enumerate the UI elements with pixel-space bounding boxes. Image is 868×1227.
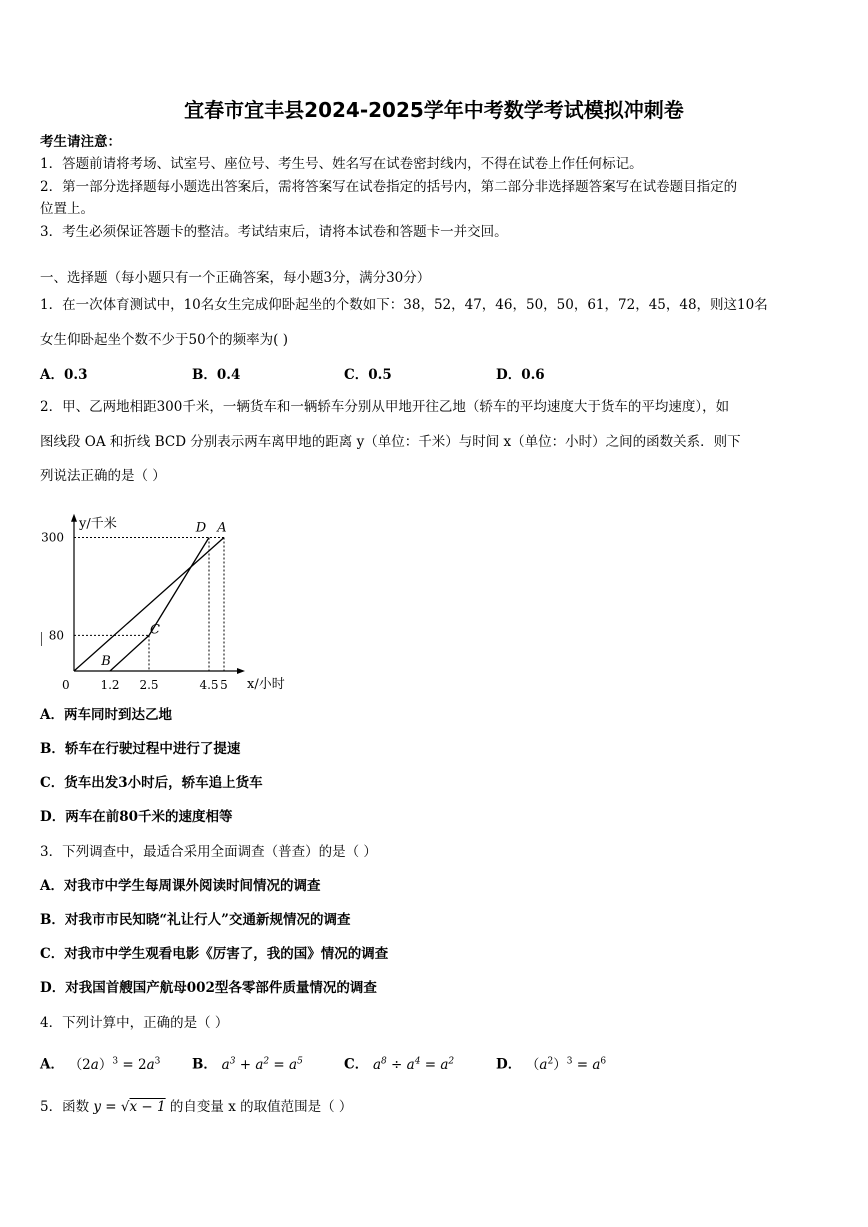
x-tick-label-3: 4.5 <box>199 678 219 692</box>
q4-option-a <box>40 1052 160 1074</box>
q1-option-b: B．0.4 <box>192 367 241 383</box>
point-label-a: A <box>217 520 227 536</box>
y-tick-label-1: 300 <box>41 530 64 545</box>
q4-option-a-label: A． <box>40 1056 64 1073</box>
q4-option-a-formula: $(2a)^3 = 2a^3$ <box>68 1056 161 1073</box>
point-label-c: C <box>150 622 160 638</box>
q2-option-b: B．轿车在行驶过程中进行了提速 <box>40 741 241 757</box>
q2-option-c: C．货车出发3小时后，轿车追上货车 <box>40 775 263 791</box>
q4-option-b <box>192 1052 303 1074</box>
y-axis-arrow <box>71 514 77 522</box>
x-axis-title: x/小时 <box>247 677 285 692</box>
x-tick-label-2: 2.5 <box>139 678 159 692</box>
q4-option-b-label: B． <box>192 1056 217 1073</box>
distance-time-graph <box>36 495 286 700</box>
q1-option-c: C．0.5 <box>344 367 392 383</box>
notice-heading: 考生请注意： <box>40 134 121 150</box>
q2-option-d: D．两车在前80千米的速度相等 <box>40 809 233 825</box>
y-axis-title: y/千米 <box>79 516 117 532</box>
q2-option-a: A．两车同时到达乙地 <box>40 707 172 723</box>
point-label-d: D <box>195 520 207 536</box>
q1-stem-cont: 女生仰卧起坐个数不少于50个的频率为( ) <box>40 332 289 348</box>
q5-formula: y = √x − 1 <box>93 1099 166 1115</box>
notice-item-2-cont: 位置上。 <box>40 201 94 217</box>
q4-option-c-formula: $a^8 \div a^4 = a^2$ <box>372 1056 455 1073</box>
q2-stem-cont-2: 列说法正确的是（ ） <box>40 468 166 484</box>
series-line-bcd <box>110 538 209 672</box>
notice-item-3: 3．考生必须保证答题卡的整洁。考试结束后，请将本试卷和答题卡一并交回。 <box>40 224 508 240</box>
q3-option-a: A．对我市中学生每周课外阅读时间情况的调查 <box>40 878 321 894</box>
y-tick-label-0: 80 <box>48 628 64 643</box>
graph-series <box>74 538 224 672</box>
q3-stem: 3．下列调查中，最适合采用全面调查（普查）的是（ ） <box>40 844 377 860</box>
q1-option-d: D．0.6 <box>496 367 545 383</box>
q2-stem-cont: 图线段 OA 和折线 BCD 分别表示两车离甲地的距离 y（单位：千米）与时间 x（单位：小时）之间的函数关系．则下 <box>40 434 741 450</box>
q4-stem: 4．下列计算中，正确的是（ ） <box>40 1015 229 1031</box>
q4-option-b-formula: $a^3 + a^2 = a^5$ <box>221 1056 303 1073</box>
q4-option-c-label: C． <box>344 1056 369 1073</box>
q4-option-d-label: D． <box>496 1056 522 1073</box>
series-line-oa <box>74 538 224 672</box>
graph-labels <box>41 516 285 692</box>
q4-option-d-formula: $(a^2)^3 = a^6$ <box>525 1056 607 1073</box>
q3-option-c: C．对我市中学生观看电影《厉害了，我的国》情况的调查 <box>40 946 389 962</box>
q5-stem <box>40 1098 352 1116</box>
notice-item-1: 1．答题前请将考场、试室号、座位号、考生号、姓名写在试卷密封线内，不得在试卷上作任何标记。 <box>40 156 643 172</box>
q3-option-d: D．对我国首艘国产航母002型各零部件质量情况的调查 <box>40 980 377 996</box>
q5-suffix: 的自变量 x 的取值范围是（ ） <box>169 1099 353 1115</box>
x-tick-label-0: 0 <box>62 678 70 692</box>
margin-mark <box>41 632 42 646</box>
x-tick-label-1: 1.2 <box>100 678 120 692</box>
q5-prefix: 5．函数 <box>40 1099 90 1115</box>
q2-stem: 2．甲、乙两地相距300千米，一辆货车和一辆轿车分别从甲地开往乙地（轿车的平均速度大于货车的平均速度），如 <box>40 399 730 415</box>
notice-item-2: 2．第一部分选择题每小题选出答案后，需将答案写在试卷指定的括号内，第二部分非选择题答案写在试卷题目指定的 <box>40 179 738 195</box>
q4-option-c <box>344 1052 454 1074</box>
q1-option-a: A．0.3 <box>40 367 88 383</box>
q3-option-b: B．对我市市民知晓“礼让行人”交通新规情况的调查 <box>40 912 351 928</box>
section-heading: 一、选择题（每小题只有一个正确答案，每小题3分，满分30分） <box>40 270 431 286</box>
q4-option-d <box>496 1052 606 1074</box>
page-title: 宜春市宜丰县2024-2025学年中考数学考试模拟冲刺卷 <box>184 98 684 122</box>
point-label-b: B <box>101 654 111 669</box>
x-axis-arrow <box>237 668 245 674</box>
q1-stem: 1．在一次体育测试中，10名女生完成仰卧起坐的个数如下：38，52，47，46，50，50，61，72，45，48，则这10名 <box>40 297 768 313</box>
x-tick-label-4: 5 <box>220 678 228 692</box>
